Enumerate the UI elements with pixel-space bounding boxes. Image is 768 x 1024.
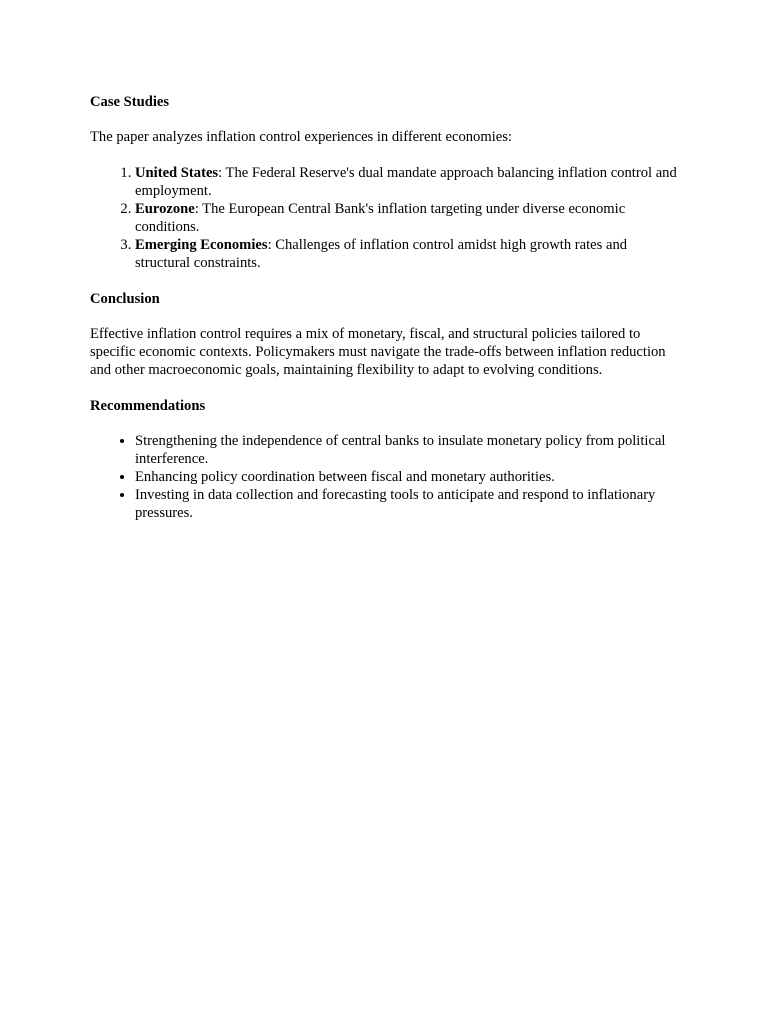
list-item-term: Emerging Economies [135,237,268,253]
recommendations-list [90,432,680,522]
list-item-text: : The European Central Bank's inflation targeting under diverse economic conditions. [135,201,626,235]
list-item: • Strengthening the independence of central banks to insulate monetary policy from political interference. [135,432,680,468]
conclusion-heading: Conclusion [90,291,160,307]
list-item: • Investing in data collection and forecasting tools to anticipate and respond to inflationary pressures. [135,486,680,522]
case-studies-intro: The paper analyzes inflation control experiences in different economies: [90,129,512,145]
case-studies-list [90,164,680,272]
list-item-term: United States [135,165,219,181]
list-item-term: Eurozone [135,201,195,217]
list-item [135,200,680,236]
list-item-text: : Challenges of inflation control amidst high growth rates and structural constraints. [135,237,628,271]
list-item-text: : The Federal Reserve's dual mandate approach balancing inflation control and employment. [135,165,677,199]
conclusion-paragraph: Effective inflation control requires a mix of monetary, fiscal, and structural policies tailored to specific economic contexts. Policymakers must navigate the trade-offs between inflation reduction and other macroeconomic goals, maintaining flexibility to adapt to evolving conditions. [90,326,666,378]
list-item [135,236,680,272]
recommendations-heading: Recommendations [90,398,206,414]
case-studies-heading: Case Studies [90,94,170,110]
document-page [90,93,680,522]
list-item [135,164,680,200]
list-item: • Enhancing policy coordination between fiscal and monetary authorities. [135,468,680,486]
